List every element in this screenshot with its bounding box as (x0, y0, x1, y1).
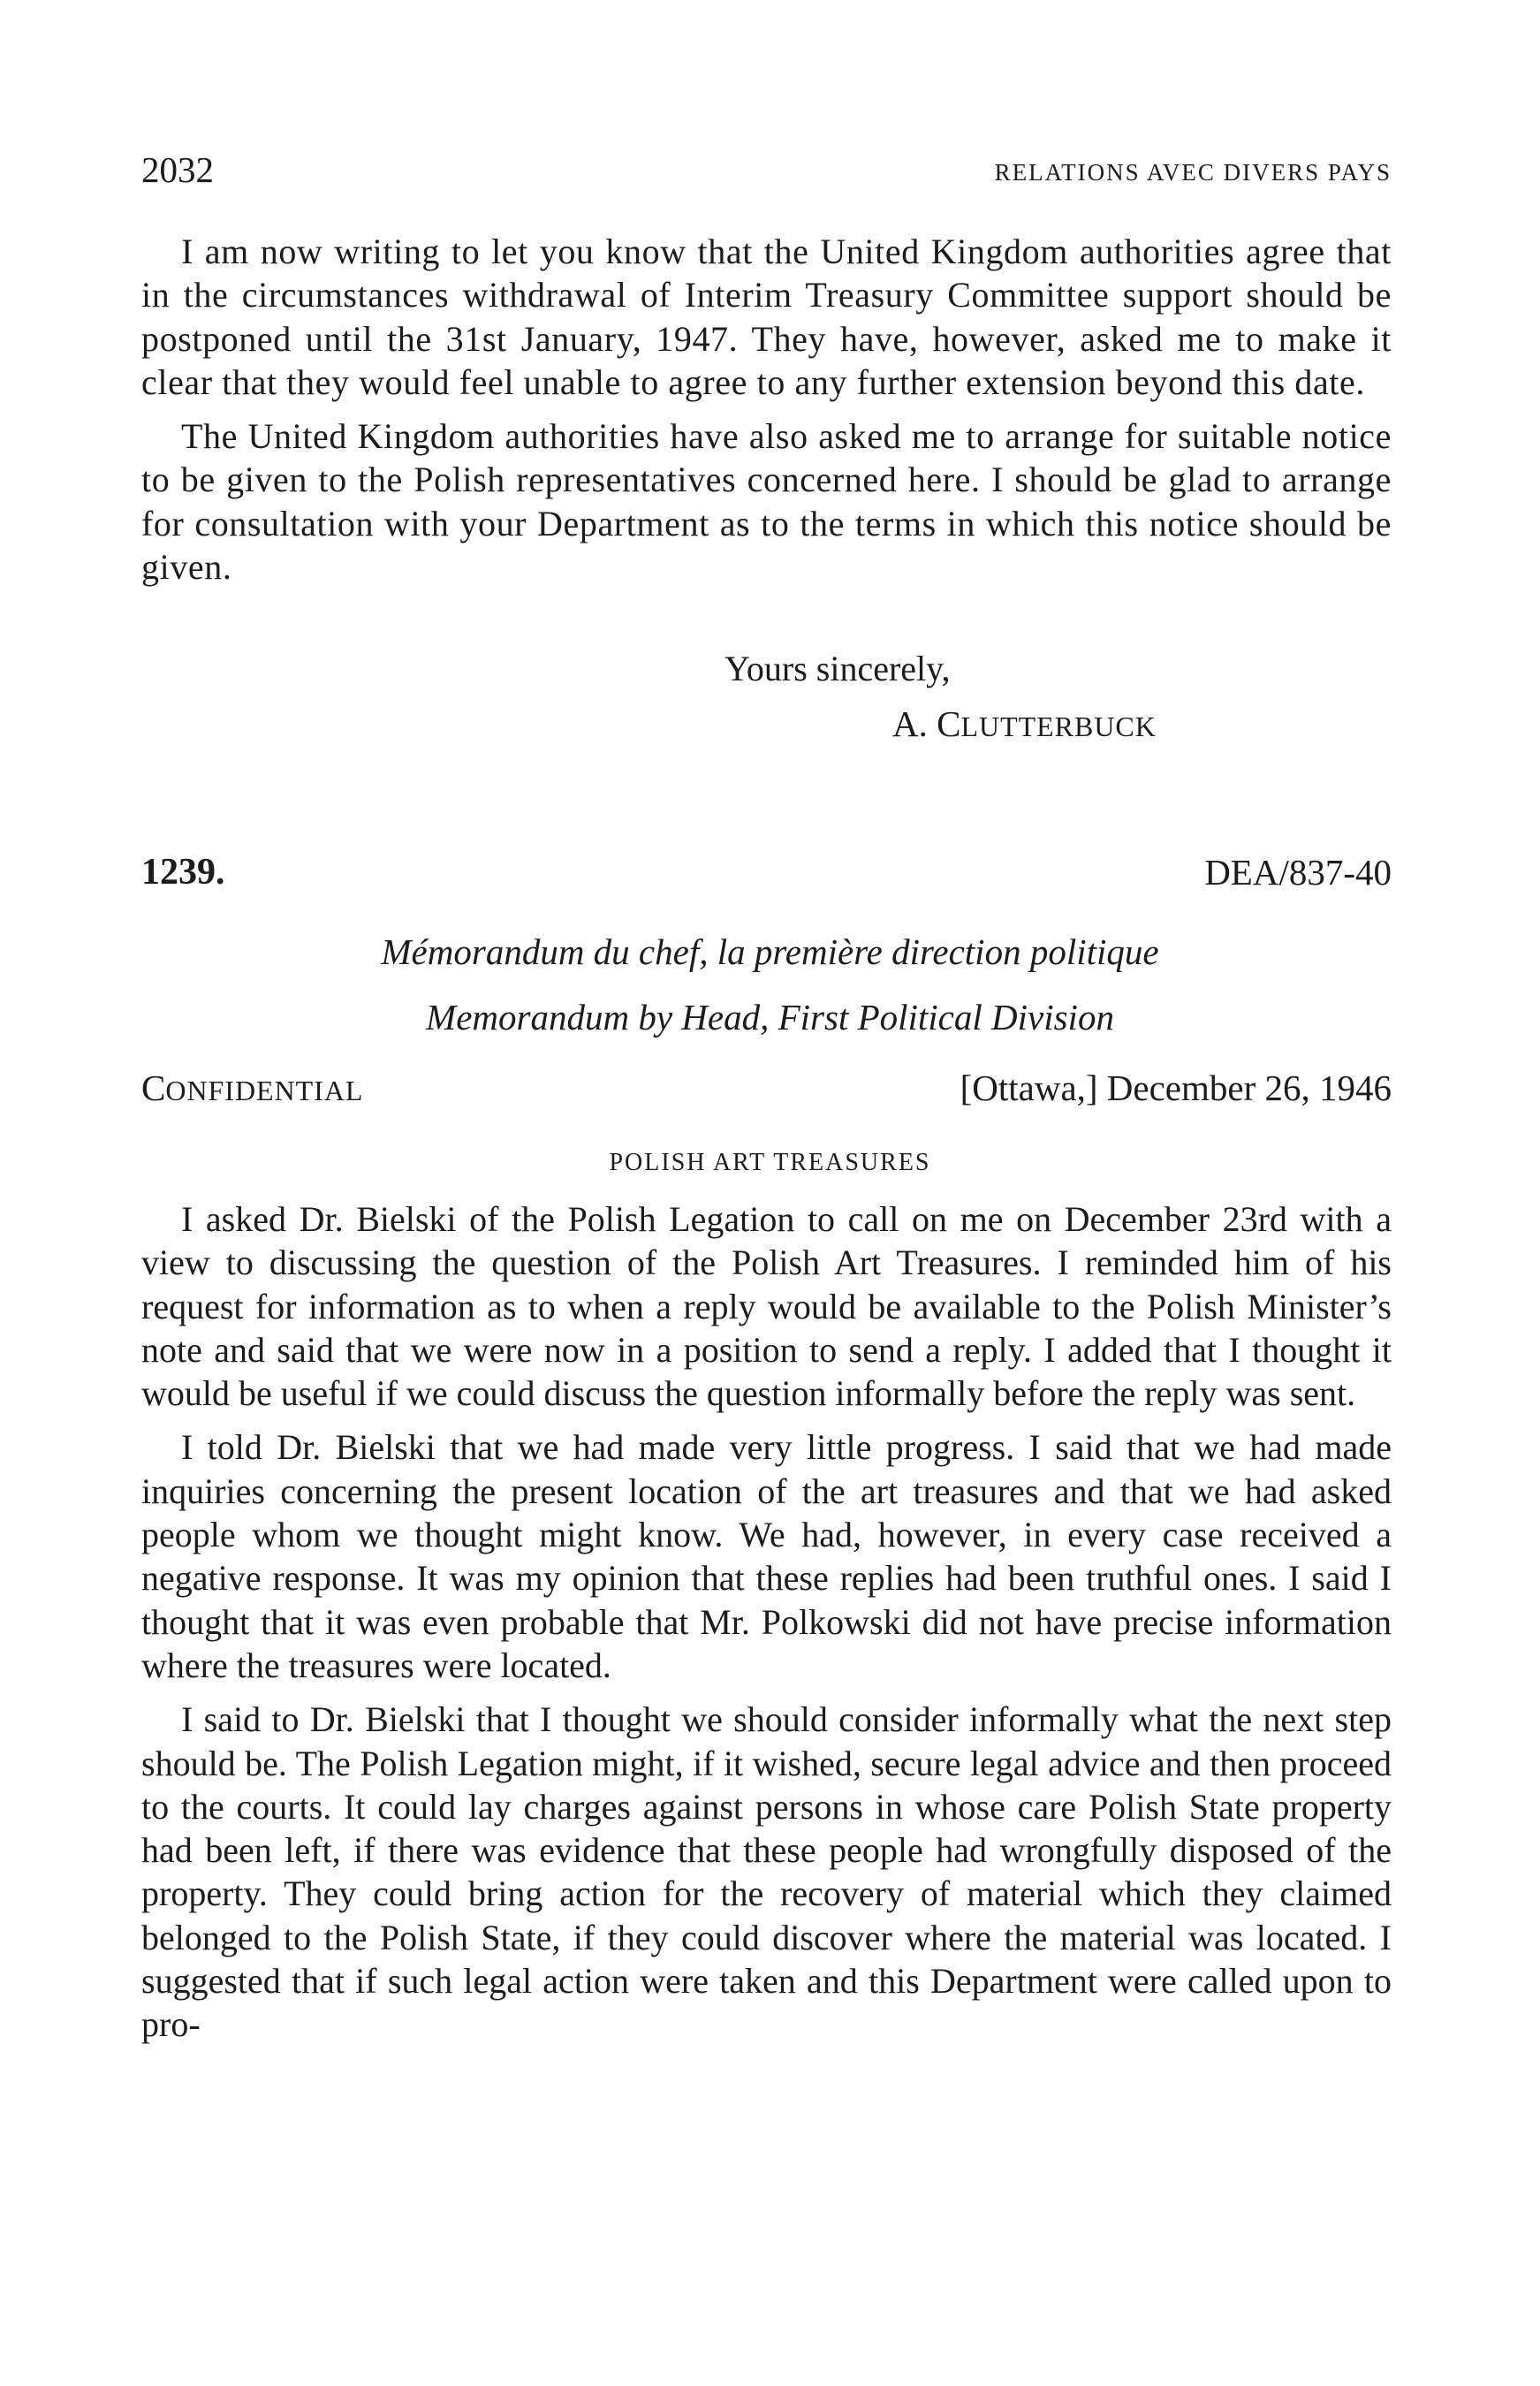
running-head (141, 148, 1392, 193)
letter-salutation: Yours sincerely, (724, 649, 951, 688)
letter-paragraph: The United Kingdom authorities have also asked me to arrange for suitable notice to be given to the Polish representatives concerned here. I should be glad to arrange for consultation with your Department as to the terms in which this notice should be given. (141, 416, 1392, 588)
document-reference: DEA/837-40 (1204, 852, 1392, 893)
running-head-title: RELATIONS AVEC DIVERS PAYS (994, 159, 1392, 186)
memo-paragraph: I said to Dr. Bielski that I thought we should consider informally what the next step should be. The Polish Legation might, if it wished, secure legal advice and then proceed to the courts. It could lay charges against persons in whose care Polish State property had been left, if there was evidence that these people had wrongfully disposed of the property. They could bring action for the recovery of material which they claimed belonged to the Polish State, if they could discover where the material was located. I suggested that if such legal action were taken and this Department were called upon to pro- (141, 1699, 1392, 2045)
letter-signature (892, 703, 1157, 745)
classification-rest: ONFIDENTIAL (165, 1075, 364, 1106)
memo-paragraph: I told Dr. Bielski that we had made very little progress. I said that we had made inquiries concerning the present location of the art treasures and that we had asked people whom we thought might know. We had, however, in every case received a negative response. It was my opinion that these replies had been truthful ones. I said I thought that it was even probable that Mr. Polkowski did not have precise information where the treasures were located. (141, 1427, 1392, 1685)
classification (141, 1067, 363, 1109)
document-title-english: Memorandum by Head, First Political Division (426, 997, 1114, 1037)
memo-paragraph: I asked Dr. Bielski of the Polish Legation to call on me on December 23rd with a view to discussing the question of the Polish Art Treasures. I reminded him of his request for information as to when a reply would be available to the Polish Minister’s note and said that we were now in a position to send a reply. I added that I thought it would be useful if we could discuss the question informally before the reply was sent. (141, 1199, 1392, 1414)
subject-heading: POLISH ART TREASURES (609, 1149, 931, 1176)
document-number: 1239. (141, 852, 225, 893)
page-number: 2032 (141, 149, 214, 190)
memo-body (141, 1197, 1392, 2047)
letter-body (141, 230, 1392, 589)
document-title-french: Mémorandum du chef, la première direction politique (381, 931, 1159, 972)
signature-initial: A. C (892, 703, 961, 744)
dateline: [Ottawa,] December 26, 1946 (960, 1068, 1392, 1108)
signature-rest: LUTTERBUCK (960, 711, 1157, 742)
letter-paragraph: I am now writing to let you know that the United Kingdom authorities agree that in the circumstances withdrawal of Interim Treasury Committee support should be postponed until the 31st January, 1947. They have, however, asked me to make it clear that they would feel unable to agree to any further extension beyond this date. (141, 232, 1392, 402)
classification-initial: C (141, 1068, 166, 1108)
